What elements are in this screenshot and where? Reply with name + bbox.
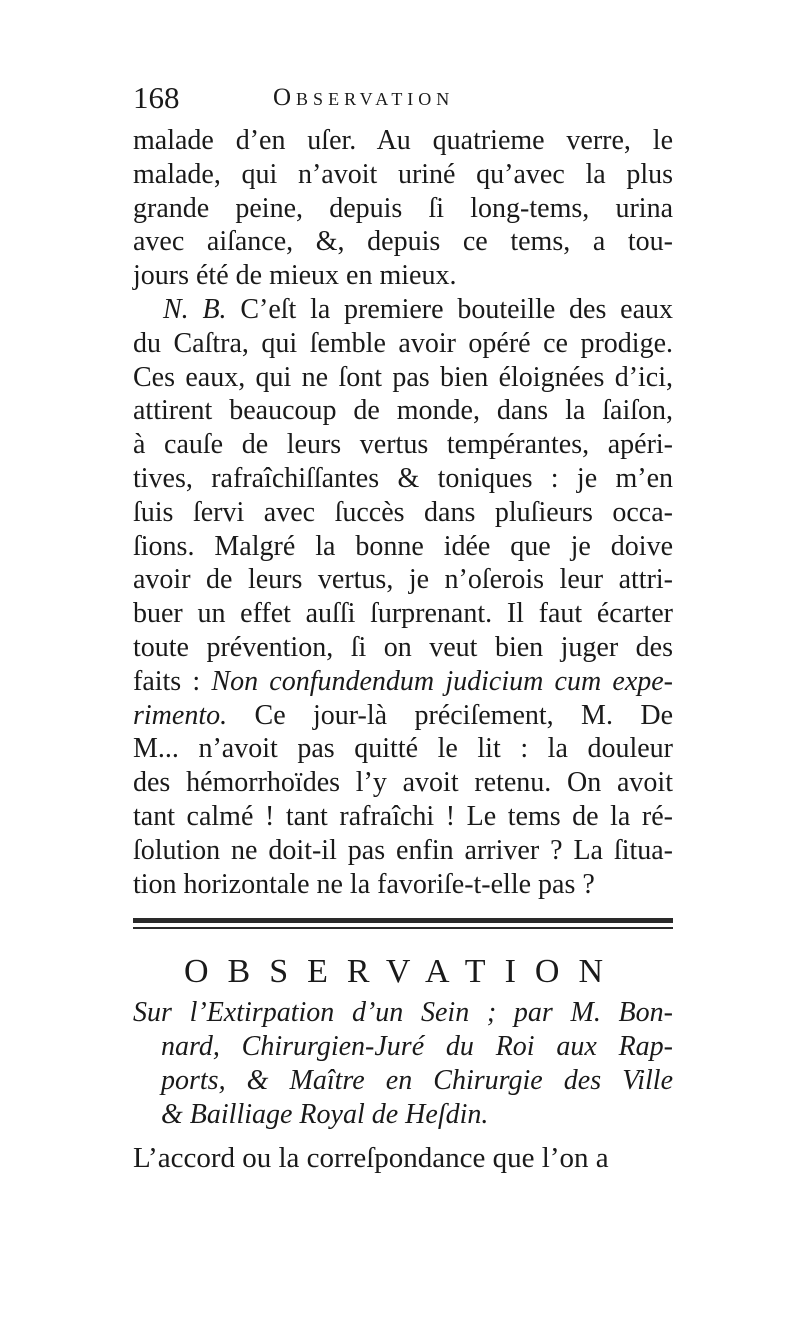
text-line: avoir de leurs vertus, je n’oſerois leur attri- bbox=[133, 564, 673, 596]
section-subtitle bbox=[133, 996, 673, 1132]
text-line: tives, rafraîchiſſantes & toniques : je m’en bbox=[133, 462, 673, 494]
nb-line bbox=[133, 293, 673, 327]
page-number: 168 bbox=[133, 80, 180, 115]
text-line: M... n’avoit pas quitté le lit : la douleur bbox=[133, 733, 673, 765]
rule-thick bbox=[133, 918, 673, 923]
latin-line-2 bbox=[133, 699, 673, 733]
text-line: tant calmé ! tant rafraîchi ! Le tems de la ré- bbox=[133, 800, 673, 832]
faits-prefix: faits : bbox=[133, 665, 212, 697]
text-line: malade, qui n’avoit uriné qu’avec la plus bbox=[133, 158, 673, 190]
latin-line bbox=[133, 665, 673, 699]
text-line: ſions. Malgré la bonne idée que je doive bbox=[133, 530, 673, 562]
ornamental-rule bbox=[133, 918, 673, 940]
text-line: grande peine, depuis ſi long-tems, urina bbox=[133, 192, 673, 224]
text-line: malade d’en uſer. Au quatrieme verre, le bbox=[133, 125, 673, 156]
text-line: jours été de mieux en mieux. bbox=[133, 260, 457, 292]
continuation-line: L’accord ou la correſpondance que l’on a bbox=[133, 1142, 609, 1174]
text-line: tion horizontale ne la favoriſe-t-elle pas ? bbox=[133, 868, 595, 900]
text-line: ſuis ſervi avec ſuccès dans pluſieurs occa- bbox=[133, 496, 673, 528]
subtitle-line: Sur l’Extirpation d’un Sein ; par M. Bon- bbox=[133, 997, 673, 1028]
nb-text: C’eſt la premiere bouteille des eaux bbox=[226, 293, 673, 325]
page-header bbox=[133, 78, 673, 118]
text-line: ſolution ne doit-il pas enfin arriver ? La ſitua- bbox=[133, 834, 673, 866]
after-latin-text: Ce jour-là préciſement, M. De bbox=[227, 699, 673, 731]
text-line: du Caſtra, qui ſemble avoir opéré ce prodige. bbox=[133, 327, 673, 359]
subtitle-line: nard, Chirurgien-Juré du Roi aux Rap- bbox=[161, 1031, 673, 1062]
text-line: attirent beaucoup de monde, dans la ſaiſon, bbox=[133, 395, 673, 427]
subtitle-line: ports, & Maître en Chirurgie des Ville bbox=[161, 1065, 673, 1096]
latin-quote-part2: rimento. bbox=[133, 699, 228, 731]
text-line: buer un effet auſſi ſurprenant. Il faut écarter bbox=[133, 598, 673, 630]
text-line: des hémorrhoïdes l’y avoit retenu. On avoit bbox=[133, 767, 673, 799]
subtitle-line: & Bailliage Royal de Heſdin. bbox=[161, 1099, 489, 1130]
rule-thin bbox=[133, 927, 673, 929]
latin-quote-part1: Non confundendum judicium cum expe- bbox=[211, 665, 673, 697]
body-text bbox=[133, 124, 673, 901]
section-title: OBSERVATION bbox=[183, 953, 623, 990]
running-head: Observation bbox=[273, 84, 455, 111]
text-line: avec aiſance, &, depuis ce tems, a tou- bbox=[133, 226, 673, 258]
text-line: Ces eaux, qui ne ſont pas bien éloignées d’ici, bbox=[133, 361, 673, 393]
nb-label: N. B. bbox=[163, 293, 227, 325]
text-line: à cauſe de leurs vertus tempérantes, apéri- bbox=[133, 429, 673, 461]
text-line: toute prévention, ſi on veut bien juger des bbox=[133, 631, 673, 663]
